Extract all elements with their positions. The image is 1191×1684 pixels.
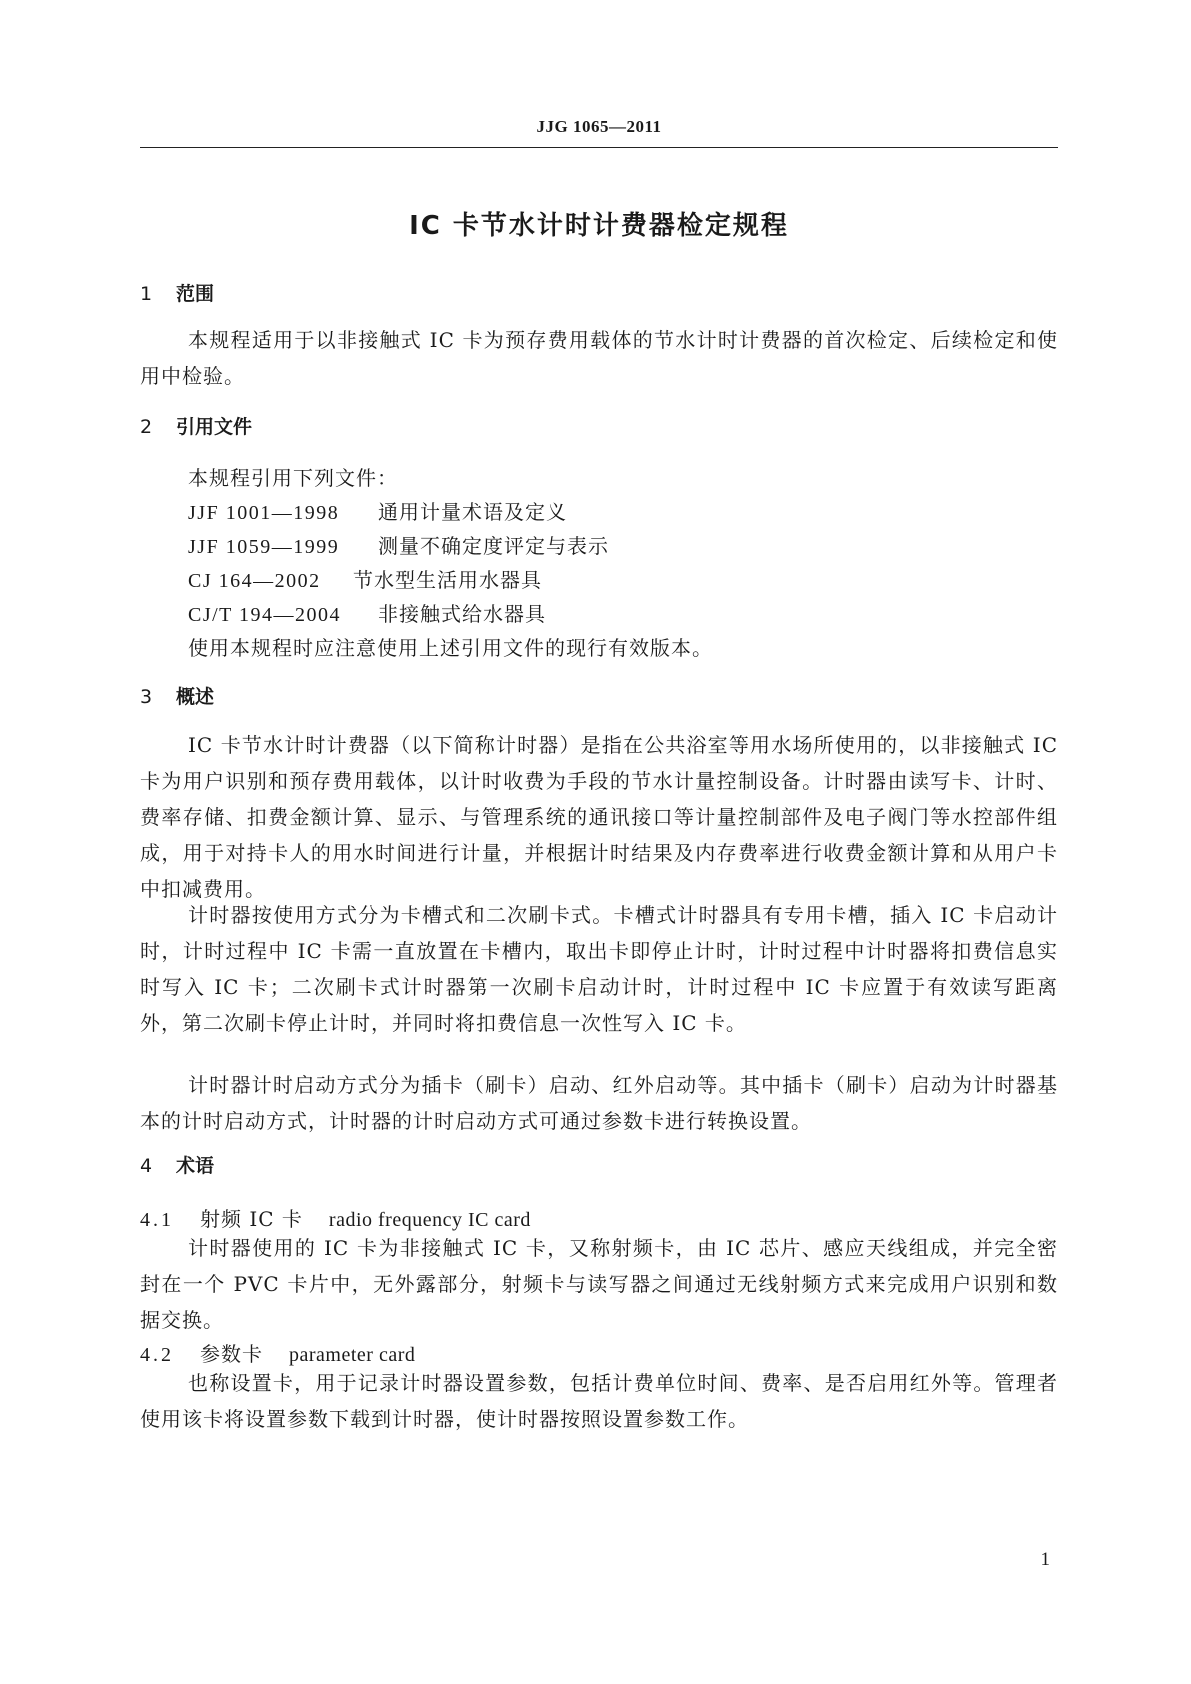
references-intro: 本规程引用下列文件： [188,466,398,490]
section-number: 2 [140,416,153,438]
section-number: 4 [140,1155,153,1177]
reference-title: 非接触式给水器具 [378,602,546,626]
reference-item [188,598,546,627]
term-chinese: 参数卡 [200,1342,263,1366]
scope-paragraph: 本规程适用于以非接触式 IC 卡为预存费用载体的节水计时计费器的首次检定、后续检定和使用中检验。 [140,328,1058,388]
section-title: 范围 [176,283,215,305]
reference-code: JJF 1059—1999 [188,536,340,558]
reference-title: 通用计量术语及定义 [378,500,567,524]
section-2-heading [140,412,252,439]
term-definition: 计时器使用的 IC 卡为非接触式 IC 卡，又称射频卡，由 IC 芯片、感应天线组成，并完全密封在一个 PVC 卡片中，无外露部分，射频卡与读写器之间通过无线射频方式来完成用户识别和数据交换。 [140,1236,1058,1332]
overview-paragraph: IC 卡节水计时计费器（以下简称计时器）是指在公共浴室等用水场所使用的，以非接触式 IC 卡为用户识别和预存费用载体，以计时收费为手段的节水计量控制设备。计时器由读写卡、计时、费率存储、扣费金额计算、显示、与管理系统的通讯接口等计量控制部件及电子阀门等水控部件组成，用于对持卡人的用水时间进行计量，并根据计时结果及内存费率进行收费金额计算和从用户卡中扣减费用。 [140,733,1058,901]
reference-title: 节水型生活用水器具 [353,568,542,592]
term-number: 4.1 [140,1209,174,1231]
references-note: 使用本规程时应注意使用上述引用文件的现行有效版本。 [188,636,713,660]
reference-code: JJF 1001—1998 [188,502,340,524]
page-number: 1 [1040,1549,1050,1570]
reference-title: 测量不确定度评定与表示 [378,534,609,558]
section-1-heading [140,279,214,306]
standard-code-header: JJG 1065—2011 [536,117,662,136]
section-title: 引用文件 [176,416,253,438]
section-title: 概述 [176,686,215,708]
section-number: 3 [140,686,153,708]
term-chinese: 射频 IC 卡 [200,1207,303,1231]
term-definition: 也称设置卡，用于记录计时器设置参数，包括计费单位时间、费率、是否启用红外等。管理者使用该卡将设置参数下载到计时器，使计时器按照设置参数工作。 [140,1371,1058,1431]
term-4-2-heading [140,1338,415,1367]
reference-item [188,564,542,593]
term-4-1-heading [140,1203,531,1232]
document-page [140,0,1058,1684]
reference-code: CJ/T 194—2004 [188,604,342,626]
section-4-heading [140,1151,214,1178]
reference-item [188,496,567,525]
term-english: parameter card [289,1344,416,1366]
reference-item [188,530,609,559]
section-3-heading [140,682,214,709]
overview-paragraph: 计时器计时启动方式分为插卡（刷卡）启动、红外启动等。其中插卡（刷卡）启动为计时器基本的计时启动方式，计时器的计时启动方式可通过参数卡进行转换设置。 [140,1073,1058,1133]
page-title: IC 卡节水计时计费器检定规程 [409,211,789,241]
term-english: radio frequency IC card [328,1209,531,1231]
term-number: 4.2 [140,1344,174,1366]
section-title: 术语 [176,1155,215,1177]
section-number: 1 [140,283,153,305]
overview-paragraph: 计时器按使用方式分为卡槽式和二次刷卡式。卡槽式计时器具有专用卡槽，插入 IC 卡启动计时，计时过程中 IC 卡需一直放置在卡槽内，取出卡即停止计时，计时过程中计时器将扣费信息实时写入 IC 卡；二次刷卡式计时器第一次刷卡启动计时，计时过程中 IC 卡应置于有效读写距离外，第二次刷卡停止计时，并同时将扣费信息一次性写入 IC 卡。 [140,903,1058,1035]
reference-code: CJ 164—2002 [188,570,321,592]
header-rule [140,147,1058,148]
